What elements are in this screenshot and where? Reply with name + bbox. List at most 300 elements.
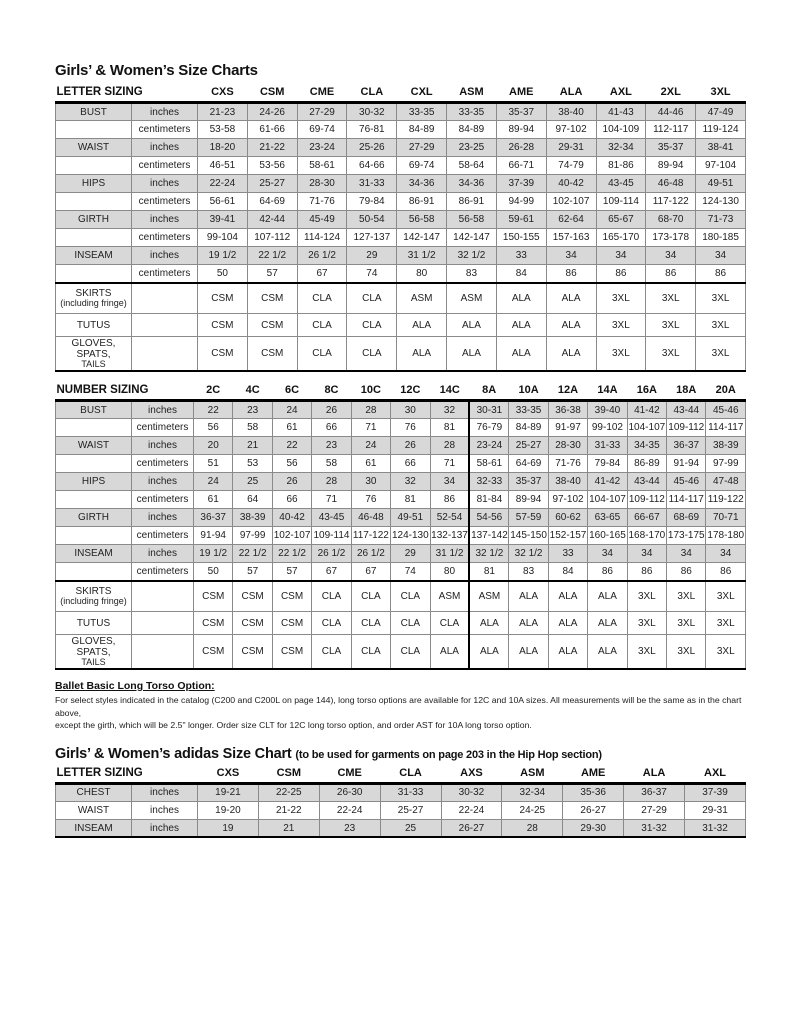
cell: 97-104 — [696, 157, 746, 175]
cell: 53-58 — [198, 121, 248, 139]
cell: 91-94 — [194, 527, 233, 545]
row-unit: inches — [132, 175, 198, 193]
column-header-18a: 18A — [667, 382, 706, 401]
cell: 34-35 — [627, 437, 666, 455]
cell: 61 — [194, 491, 233, 509]
cell: 26-30 — [319, 783, 380, 801]
cell: 21-23 — [198, 103, 248, 121]
cell: 66-71 — [496, 157, 546, 175]
row-label — [56, 121, 132, 139]
cell: 30-31 — [469, 401, 508, 419]
cell: 57 — [247, 265, 297, 283]
cell: 46-48 — [646, 175, 696, 193]
cell: 19-20 — [198, 801, 259, 819]
cell: 22-24 — [319, 801, 380, 819]
row-label-subtext: (including fringe) — [60, 298, 127, 309]
row-unit: inches — [132, 437, 194, 455]
cell: 26-27 — [563, 801, 624, 819]
cell: CLA — [391, 581, 430, 612]
cell: 36-38 — [548, 401, 587, 419]
cell: 21 — [258, 819, 319, 837]
cell: 67 — [312, 563, 351, 581]
cell: 22-25 — [258, 783, 319, 801]
cell: 81 — [469, 563, 508, 581]
cell: 97-102 — [546, 121, 596, 139]
cell: ALA — [509, 581, 548, 612]
cell: 109-112 — [627, 491, 666, 509]
row-label: INSEAM — [56, 247, 132, 265]
cell: 99-104 — [198, 229, 248, 247]
cell: 104-107 — [627, 419, 666, 437]
cell: 27-29 — [624, 801, 685, 819]
number-sizing-corner-label: NUMBER SIZING — [56, 382, 194, 401]
cell: 24-26 — [247, 103, 297, 121]
cell: 56-61 — [198, 193, 248, 211]
cell: 89-94 — [646, 157, 696, 175]
cell: 56-58 — [447, 211, 497, 229]
cell: 34 — [706, 545, 746, 563]
cell: 25-26 — [347, 139, 397, 157]
table-row — [56, 509, 746, 527]
cell: 34 — [546, 247, 596, 265]
cell: 38-40 — [546, 103, 596, 121]
cell: 56 — [194, 419, 233, 437]
cell: 26 — [391, 437, 430, 455]
cell: 89-94 — [496, 121, 546, 139]
table-row — [56, 635, 746, 670]
cell: 57 — [272, 563, 311, 581]
cell: 35-37 — [496, 103, 546, 121]
cell: 84 — [496, 265, 546, 283]
cell: ASM — [447, 283, 497, 314]
table-row — [56, 247, 746, 265]
column-header-cme: CME — [319, 765, 380, 784]
cell: CSM — [194, 612, 233, 635]
cell: 44-46 — [646, 103, 696, 121]
column-header-asm: ASM — [502, 765, 563, 784]
cell: 29 — [347, 247, 397, 265]
cell: 30 — [391, 401, 430, 419]
cell: 32 — [430, 401, 469, 419]
row-unit: inches — [132, 103, 198, 121]
cell: CLA — [297, 337, 347, 372]
row-label-subtext: (including fringe) — [60, 596, 127, 607]
cell: 31 1/2 — [430, 545, 469, 563]
cell: 26-27 — [441, 819, 502, 837]
cell: 67 — [351, 563, 390, 581]
cell: 33-35 — [509, 401, 548, 419]
page-title: Girls’ & Women’s Size Charts — [55, 62, 258, 79]
cell: 60-62 — [548, 509, 587, 527]
cell: 32 1/2 — [447, 247, 497, 265]
row-label: HIPS — [56, 175, 132, 193]
row-label — [56, 419, 132, 437]
cell: 119-124 — [696, 121, 746, 139]
row-label: BUST — [56, 401, 132, 419]
cell: 99-102 — [588, 419, 627, 437]
cell: 37-39 — [685, 783, 746, 801]
cell: 86 — [627, 563, 666, 581]
cell: 26 — [272, 473, 311, 491]
row-label — [56, 265, 132, 283]
row-label: CHEST — [56, 783, 132, 801]
cell: 22 1/2 — [233, 545, 272, 563]
cell: ALA — [548, 612, 587, 635]
cell: ALA — [588, 635, 627, 670]
table-row — [56, 455, 746, 473]
row-label: WAIST — [56, 139, 132, 157]
table-row — [56, 612, 746, 635]
cell: 43-44 — [627, 473, 666, 491]
cell: 3XL — [667, 612, 706, 635]
cell: 43-45 — [596, 175, 646, 193]
table-row — [56, 283, 746, 314]
cell: 142-147 — [397, 229, 447, 247]
cell: 3XL — [596, 314, 646, 337]
column-header-8c: 8C — [312, 382, 351, 401]
table-row — [56, 819, 746, 837]
cell: 36-37 — [667, 437, 706, 455]
row-unit: inches — [132, 401, 194, 419]
row-unit: inches — [132, 801, 198, 819]
cell: 71 — [312, 491, 351, 509]
table-row — [56, 139, 746, 157]
cell: 29-31 — [546, 139, 596, 157]
cell: 117-122 — [646, 193, 696, 211]
cell: CLA — [351, 635, 390, 670]
row-label: HIPS — [56, 473, 132, 491]
cell: CSM — [247, 314, 297, 337]
cell: 165-170 — [596, 229, 646, 247]
cell: 58 — [312, 455, 351, 473]
cell: 34 — [596, 247, 646, 265]
table-row — [56, 121, 746, 139]
cell: 61 — [272, 419, 311, 437]
cell: 21-22 — [258, 801, 319, 819]
table-row — [56, 157, 746, 175]
note-line-2: except the girth, which will be 2.5" longer. Order size CLT for 12C long torso option, and order AST for 10A long torso option. — [55, 720, 532, 731]
adidas-letter-sizing-table — [55, 765, 746, 839]
cell: 52-54 — [430, 509, 469, 527]
adidas-chart-title-sub: (to be used for garments on page 203 in the Hip Hop section) — [295, 748, 602, 761]
cell: 91-97 — [548, 419, 587, 437]
cell: 65-67 — [596, 211, 646, 229]
cell: CLA — [312, 612, 351, 635]
row-unit — [132, 337, 198, 372]
cell: 64-69 — [247, 193, 297, 211]
cell: 127-137 — [347, 229, 397, 247]
row-label: SKIRTS (including fringe) — [56, 581, 132, 612]
cell: 152-157 — [548, 527, 587, 545]
cell: 22 — [272, 437, 311, 455]
row-label: GIRTH — [56, 211, 132, 229]
column-header-2c: 2C — [194, 382, 233, 401]
cell: 81-84 — [469, 491, 508, 509]
cell: 37-39 — [496, 175, 546, 193]
cell: 51 — [194, 455, 233, 473]
cell: 67 — [297, 265, 347, 283]
cell: 49-51 — [391, 509, 430, 527]
cell: 97-99 — [706, 455, 746, 473]
cell: CLA — [351, 581, 390, 612]
row-label: SKIRTS (including fringe) — [56, 283, 132, 314]
row-unit: centimeters — [132, 229, 198, 247]
cell: ALA — [548, 581, 587, 612]
column-header-cxs: CXS — [198, 765, 259, 784]
number-sizing-table-container — [55, 382, 746, 670]
cell: 29 — [391, 545, 430, 563]
cell: 168-170 — [627, 527, 666, 545]
cell: 27-29 — [397, 139, 447, 157]
cell: 114-117 — [706, 419, 746, 437]
row-label: GIRTH — [56, 509, 132, 527]
letter-sizing-table — [55, 84, 746, 372]
cell: CLA — [347, 337, 397, 372]
note-line-1: For select styles indicated in the catalog (C200 and C200L on page 144), long torso options are available for 12C and 10A sizes. All measurements will be the same as in the chart above, — [55, 695, 742, 718]
cell: 74 — [347, 265, 397, 283]
cell: 30 — [351, 473, 390, 491]
cell: 76-79 — [469, 419, 508, 437]
table-row — [56, 419, 746, 437]
cell: 3XL — [706, 581, 746, 612]
cell: 58-61 — [469, 455, 508, 473]
cell: 33 — [548, 545, 587, 563]
cell: 86-91 — [397, 193, 447, 211]
row-label: TUTUS — [56, 314, 132, 337]
cell: 50-54 — [347, 211, 397, 229]
cell: 66-67 — [627, 509, 666, 527]
cell: CSM — [198, 314, 248, 337]
cell: 71-73 — [696, 211, 746, 229]
cell: 34-36 — [397, 175, 447, 193]
column-header-cxs: CXS — [198, 84, 248, 103]
cell: 56 — [272, 455, 311, 473]
cell: ALA — [588, 612, 627, 635]
column-header-csm: CSM — [258, 765, 319, 784]
cell: 46-48 — [351, 509, 390, 527]
cell: 32-34 — [596, 139, 646, 157]
cell: 25-27 — [247, 175, 297, 193]
cell: ALA — [469, 635, 508, 670]
cell: 76 — [391, 419, 430, 437]
row-unit: inches — [132, 545, 194, 563]
row-unit — [132, 612, 194, 635]
cell: 142-147 — [447, 229, 497, 247]
cell: 40-42 — [272, 509, 311, 527]
cell: 34 — [588, 545, 627, 563]
column-header-16a: 16A — [627, 382, 666, 401]
cell: 3XL — [646, 337, 696, 372]
row-label: TUTUS — [56, 612, 132, 635]
cell: 24 — [351, 437, 390, 455]
cell: 38-40 — [548, 473, 587, 491]
cell: 22 1/2 — [272, 545, 311, 563]
cell: ALA — [509, 612, 548, 635]
table-row — [56, 103, 746, 121]
row-label — [56, 563, 132, 581]
cell: ASM — [469, 581, 508, 612]
cell: 86 — [430, 491, 469, 509]
column-header-12a: 12A — [548, 382, 587, 401]
cell: 50 — [198, 265, 248, 283]
cell: 34 — [646, 247, 696, 265]
cell: 3XL — [706, 612, 746, 635]
cell: 81 — [430, 419, 469, 437]
cell: 89-94 — [509, 491, 548, 509]
cell: 31 1/2 — [397, 247, 447, 265]
cell: ALA — [546, 337, 596, 372]
row-unit: centimeters — [132, 157, 198, 175]
cell: 23 — [233, 401, 272, 419]
cell: 132-137 — [430, 527, 469, 545]
cell: 40-42 — [546, 175, 596, 193]
cell: 28 — [312, 473, 351, 491]
cell: 49-51 — [696, 175, 746, 193]
cell: 26-28 — [496, 139, 546, 157]
cell: 107-112 — [247, 229, 297, 247]
cell: 64-66 — [347, 157, 397, 175]
row-label: BUST — [56, 103, 132, 121]
row-unit: centimeters — [132, 265, 198, 283]
cell: 83 — [447, 265, 497, 283]
adidas-table-container — [55, 765, 746, 839]
cell: 71-76 — [297, 193, 347, 211]
cell: 23 — [312, 437, 351, 455]
cell: 80 — [397, 265, 447, 283]
cell: 137-142 — [469, 527, 508, 545]
cell: 74 — [391, 563, 430, 581]
column-header-4c: 4C — [233, 382, 272, 401]
cell: 66 — [312, 419, 351, 437]
cell: 28 — [351, 401, 390, 419]
cell: 32-33 — [469, 473, 508, 491]
cell: 35-36 — [563, 783, 624, 801]
cell: CSM — [233, 581, 272, 612]
table-row — [56, 211, 746, 229]
cell: 43-44 — [667, 401, 706, 419]
cell: 45-49 — [297, 211, 347, 229]
cell: 38-39 — [233, 509, 272, 527]
table-row — [56, 193, 746, 211]
cell: 39-40 — [588, 401, 627, 419]
cell: 56-58 — [397, 211, 447, 229]
column-header-asm: ASM — [447, 84, 497, 103]
cell: 91-94 — [667, 455, 706, 473]
cell: 124-130 — [696, 193, 746, 211]
cell: ASM — [397, 283, 447, 314]
cell: ALA — [496, 337, 546, 372]
cell: 61 — [351, 455, 390, 473]
row-unit: centimeters — [132, 527, 194, 545]
cell: 150-155 — [496, 229, 546, 247]
cell: 57 — [233, 563, 272, 581]
cell: 29-30 — [563, 819, 624, 837]
table-row — [56, 401, 746, 419]
cell: 30-32 — [441, 783, 502, 801]
cell: 84-89 — [397, 121, 447, 139]
row-label: INSEAM — [56, 545, 132, 563]
cell: 3XL — [646, 314, 696, 337]
cell: 76 — [351, 491, 390, 509]
table-row — [56, 265, 746, 283]
cell: 32-34 — [502, 783, 563, 801]
cell: 26 1/2 — [351, 545, 390, 563]
cell: 117-122 — [351, 527, 390, 545]
cell: 34 — [430, 473, 469, 491]
cell: 31-33 — [380, 783, 441, 801]
cell: 61-66 — [247, 121, 297, 139]
column-header-6c: 6C — [272, 382, 311, 401]
table-row — [56, 314, 746, 337]
table-row — [56, 437, 746, 455]
cell: 22-24 — [441, 801, 502, 819]
cell: 21 — [233, 437, 272, 455]
row-label: GLOVES, SPATS, TAILS — [56, 635, 132, 670]
column-header-cla: CLA — [347, 84, 397, 103]
cell: 3XL — [667, 635, 706, 670]
cell: ALA — [430, 635, 469, 670]
cell: CSM — [247, 283, 297, 314]
cell: CSM — [198, 337, 248, 372]
cell: 33-35 — [447, 103, 497, 121]
cell: 50 — [194, 563, 233, 581]
cell: 32 1/2 — [469, 545, 508, 563]
cell: 22-24 — [198, 175, 248, 193]
cell: 26 — [312, 401, 351, 419]
cell: 26 1/2 — [312, 545, 351, 563]
column-header-cla: CLA — [380, 765, 441, 784]
cell: 28-30 — [548, 437, 587, 455]
column-header-10a: 10A — [509, 382, 548, 401]
table-row — [56, 545, 746, 563]
cell: 71-76 — [548, 455, 587, 473]
cell: ALA — [496, 283, 546, 314]
cell: 180-185 — [696, 229, 746, 247]
row-unit: inches — [132, 819, 198, 837]
cell: 3XL — [596, 283, 646, 314]
table-row — [56, 473, 746, 491]
cell: 84 — [548, 563, 587, 581]
cell: 19-21 — [198, 783, 259, 801]
cell: CSM — [272, 581, 311, 612]
cell: 66 — [391, 455, 430, 473]
column-header-axs: AXS — [441, 765, 502, 784]
cell: 36-37 — [624, 783, 685, 801]
cell: 86 — [706, 563, 746, 581]
cell: 86 — [696, 265, 746, 283]
column-header-20a: 20A — [706, 382, 746, 401]
cell: 3XL — [627, 635, 666, 670]
cell: 23-24 — [469, 437, 508, 455]
cell: ALA — [588, 581, 627, 612]
cell: 31-33 — [347, 175, 397, 193]
table-row — [56, 229, 746, 247]
column-header-3xl: 3XL — [696, 84, 746, 103]
cell: 76-81 — [347, 121, 397, 139]
row-label: INSEAM — [56, 819, 132, 837]
cell: 81-86 — [596, 157, 646, 175]
header-row — [56, 382, 746, 401]
cell: CSM — [272, 612, 311, 635]
cell: 79-84 — [347, 193, 397, 211]
column-header-ame: AME — [496, 84, 546, 103]
header-row — [56, 765, 746, 784]
column-header-axl: AXL — [685, 765, 746, 784]
cell: 28 — [502, 819, 563, 837]
cell: 3XL — [627, 612, 666, 635]
column-header-csm: CSM — [247, 84, 297, 103]
row-unit: centimeters — [132, 121, 198, 139]
